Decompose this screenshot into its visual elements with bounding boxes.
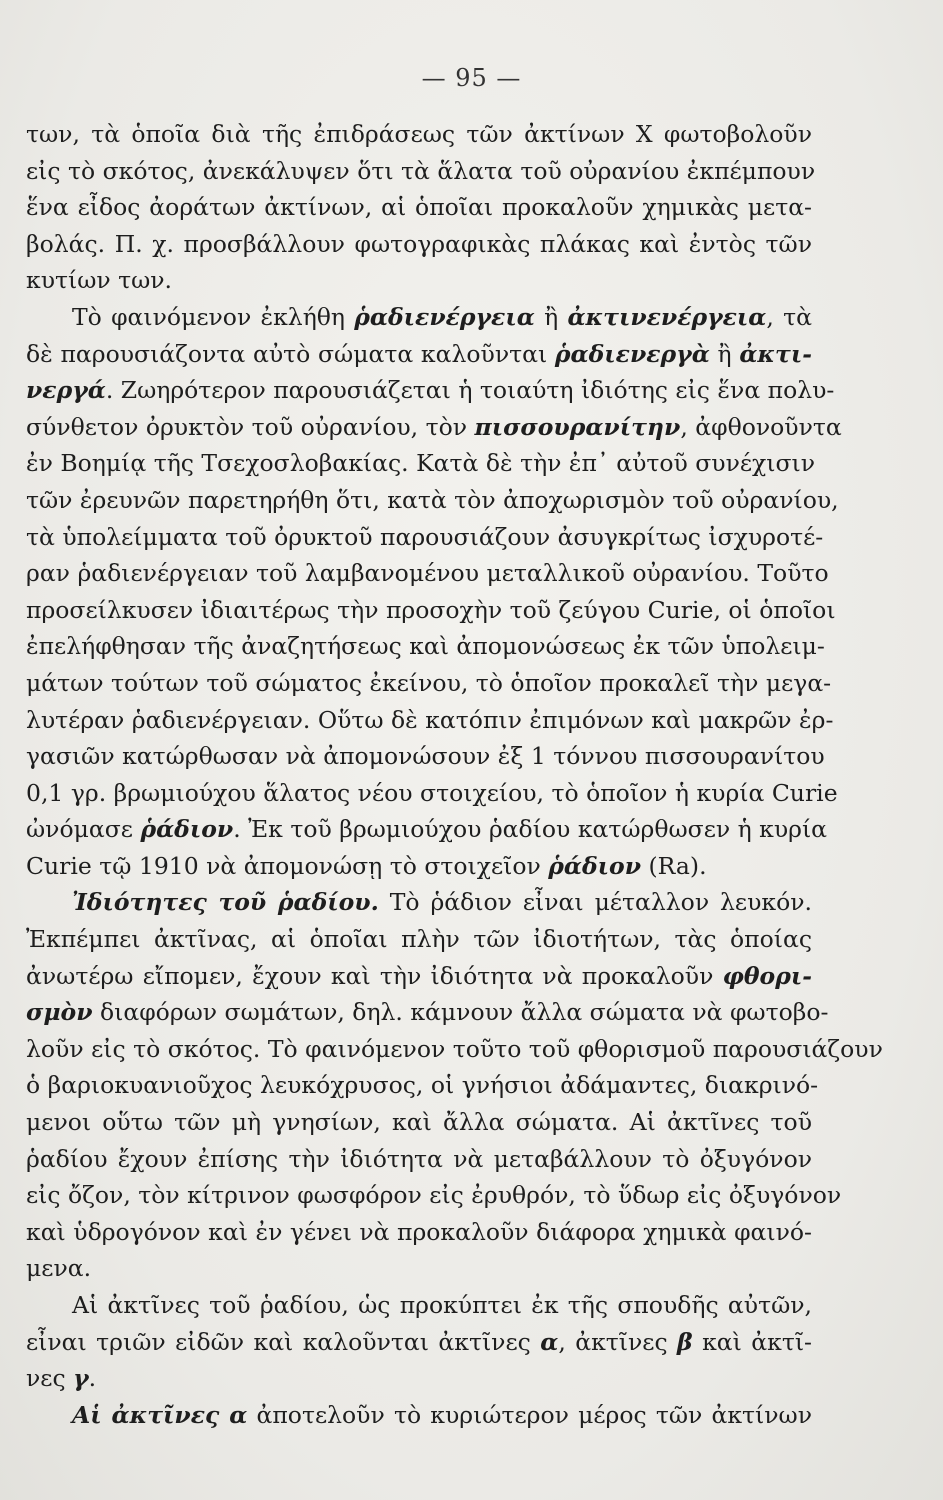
text-segment: . (88, 1364, 97, 1393)
text-segment: ὁ βαριοκυανιοῦχος λευκόχρυσος, οἱ γνήσιοι ἀδάμαντες, διακρινό- (26, 1071, 819, 1100)
text-segment: Αἱ ἀκτῖνες τοῦ ῥαδίου, ὡς προκύπτει ἐκ τῆς σπουδῆς αὐτῶν, (72, 1291, 812, 1319)
text-line (26, 226, 812, 263)
text-segment: εἰς ὄζον, τὸν κίτρινον φωσφόρον εἰς ἐρυθρόν, τὸ ὕδωρ εἰς ὀξυγόνον (26, 1181, 842, 1210)
text-line (26, 738, 825, 775)
text-segment: λυτέραν ῥαδιενέργειαν. Οὕτω δὲ κατόπιν ἐπιμόνων καὶ μακρῶν ἐρ- (26, 705, 834, 734)
text-segment: καὶ ἀκτῖ- (692, 1327, 812, 1356)
text-segment: προσείλκυσεν ἰδιαιτέρως τὴν προσοχὴν τοῦ ζεύγου Curie, οἱ ὁποῖοι (26, 595, 836, 624)
emphasized-term: ἀκτινενέργεια (567, 302, 767, 331)
text-segment: τὰ ὑπολείμματα τοῦ ὀρυκτοῦ παρουσιάζουν ἀσυγκρίτως ἰσχυροτέ- (26, 522, 824, 551)
text-line (26, 336, 812, 373)
text-segment: Curie τῷ 1910 νὰ ἀπομονώσῃ τὸ στοιχεῖον (26, 851, 549, 880)
text-line (26, 1397, 812, 1434)
text-segment: ἀνωτέρω εἴπομεν, ἔχουν καὶ τὴν ἰδιότητα νὰ προκαλοῦν (26, 961, 723, 990)
text-line (26, 1177, 842, 1214)
text-segment: , ἀφθονοῦντα (680, 412, 842, 441)
text-segment: μενα. (26, 1254, 92, 1283)
text-segment: εἰς τὸ σκότος, ἀνεκάλυψεν ὅτι τὰ ἅλατα τοῦ οὐρανίου ἐκπέμπουν (26, 156, 816, 185)
emphasized-term: ἀκτι- (739, 339, 812, 368)
emphasized-term: ῥάδιον (140, 815, 234, 844)
text-segment: . Ἐκ τοῦ βρωμιούχου ῥαδίου κατώρθωσεν ἡ κυρία (233, 815, 828, 844)
text-segment: , τὰ (766, 302, 813, 331)
text-segment: ὠνόμασε (26, 815, 141, 844)
text-segment: ἕνα εἶδος ἀοράτων ἀκτίνων, αἱ ὁποῖαι προκαλοῦν χημικὰς μετα- (26, 193, 812, 222)
text-segment: μενοι οὕτω τῶν μὴ γνησίων, καὶ ἄλλα σώματα. Αἱ ἀκτῖνες τοῦ (26, 1108, 812, 1137)
emphasized-term: νεργά (26, 376, 106, 405)
text-line (26, 1360, 812, 1397)
text-line (26, 958, 812, 995)
text-segment: . Ζωηρότερον παρουσιάζεται ἡ τοιαύτη ἰδιότης εἰς ἕνα πολυ- (105, 376, 835, 405)
text-segment: ῥαδίου ἔχουν ἐπίσης τὴν ἰδιότητα νὰ μεταβάλλουν τὸ ὀξυγόνον (26, 1144, 812, 1173)
emphasized-term: α (540, 1327, 559, 1356)
text-line (26, 1250, 812, 1287)
text-line (26, 702, 834, 739)
text-line (26, 1214, 812, 1251)
text-line (26, 116, 812, 153)
text-line (26, 445, 816, 482)
emphasized-term: ῥάδιον (548, 851, 642, 880)
text-segment: ἢ (534, 302, 568, 331)
text-segment: καὶ ὑδρογόνον καὶ ἐν γένει νὰ προκαλοῦν διάφορα χημικὰ φαινό- (26, 1217, 812, 1246)
text-line (26, 189, 812, 226)
text-segment: βολάς. Π. χ. προσβάλλουν φωτογραφικὰς πλάκας καὶ ἐντὸς τῶν (26, 229, 812, 258)
text-segment: Τὸ φαινόμενον ἐκλήθη (72, 302, 355, 331)
text-segment: ἐν Βοημίᾳ τῆς Τσεχοσλοβακίας. Κατὰ δὲ τὴν ἐπ᾽ αὐτοῦ συνέχισιν (26, 449, 816, 478)
text-line (26, 811, 828, 848)
text-segment: δὲ παρουσιάζοντα αὐτὸ σώματα καλοῦνται (26, 339, 555, 368)
text-line (26, 555, 829, 592)
text-segment: (Ra). (641, 851, 707, 880)
emphasized-term: πισσουρανίτην (474, 412, 681, 441)
text-segment: σύνθετον ὀρυκτὸν τοῦ οὐρανίου, τὸν (26, 412, 475, 441)
text-segment: 0,1 γρ. βρωμιούχου ἅλατος νέου στοιχείου, τὸ ὁποῖον ἡ κυρία Curie (26, 778, 838, 807)
text-segment: ἐπελήφθησαν τῆς ἀναζητήσεως καὶ ἀπομονώσεως ἐκ τῶν ὑπολειμ- (26, 632, 825, 661)
text-line (26, 848, 812, 885)
text-line (26, 299, 812, 336)
body-text (26, 116, 883, 1433)
text-segment: των, τὰ ὁποῖα διὰ τῆς ἐπιδράσεως τῶν ἀκτίνων X φωτοβολοῦν (26, 120, 812, 148)
text-line (26, 592, 836, 629)
text-segment: Τὸ ῥάδιον εἶναι μέταλλον λευκόν. (378, 888, 812, 917)
emphasized-term: γ (73, 1364, 89, 1393)
text-line (26, 665, 832, 702)
text-line (26, 1031, 883, 1068)
emphasized-term: Αἱ ἀκτῖνες α (72, 1400, 248, 1429)
text-line (26, 372, 835, 409)
page-number: — 95 — (421, 64, 522, 92)
text-line (26, 628, 825, 665)
text-line (26, 519, 824, 556)
emphasized-term: ῥαδιενέργεια (354, 302, 535, 331)
emphasized-term: β (677, 1327, 693, 1356)
text-segment: εἶναι τριῶν εἰδῶν καὶ καλοῦνται ἀκτῖνες (26, 1327, 541, 1356)
text-line (26, 884, 812, 921)
text-segment: γασιῶν κατώρθωσαν νὰ ἀπομονώσουν ἐξ 1 τόννου πισσουρανίτου (26, 742, 825, 771)
emphasized-term: ῥαδιενεργὰ (554, 339, 710, 368)
text-line (26, 1324, 812, 1361)
text-segment: διαφόρων σωμάτων, δηλ. κάμνουν ἄλλα σώματα νὰ φωτοβο- (92, 998, 829, 1027)
text-segment: ραν ῥαδιενέργειαν τοῦ λαμβανομένου μεταλλικοῦ οὐρανίου. Τοῦτο (26, 559, 829, 588)
text-line (26, 482, 839, 519)
text-segment: νες (26, 1364, 74, 1393)
text-segment: κυτίων των. (26, 266, 173, 295)
text-line (26, 153, 816, 190)
text-line (26, 994, 829, 1031)
text-segment: τῶν ἐρευνῶν παρετηρήθη ὅτι, κατὰ τὸν ἀποχωρισμὸν τοῦ οὐρανίου, (26, 485, 839, 514)
text-segment: ἀποτελοῦν τὸ κυριώτερον μέρος τῶν ἀκτίνων (247, 1400, 812, 1429)
emphasized-term: Ἰδιότητες τοῦ ῥαδίου. (72, 888, 379, 917)
text-segment: λοῦν εἰς τὸ σκότος. Τὸ φαινόμενον τοῦτο τοῦ φθορισμοῦ παρουσιάζουν (26, 1034, 883, 1063)
text-line (26, 1287, 812, 1324)
text-segment: , ἀκτῖνες (558, 1327, 678, 1356)
text-segment: Ἐκπέμπει ἀκτῖνας, αἱ ὁποῖαι πλὴν τῶν ἰδιοτήτων, τὰς ὁποίας (26, 925, 812, 954)
text-line (26, 1067, 819, 1104)
text-line (26, 775, 838, 812)
text-segment: μάτων τούτων τοῦ σώματος ἐκείνου, τὸ ὁποῖον προκαλεῖ τὴν μεγα- (26, 668, 832, 697)
text-line (26, 921, 812, 958)
text-line (26, 1104, 812, 1141)
text-line (26, 262, 812, 299)
text-segment: ἢ (709, 339, 740, 368)
emphasized-term: σμὸν (26, 998, 93, 1027)
text-line (26, 1141, 812, 1178)
emphasized-term: φθορι- (722, 961, 812, 990)
text-line (26, 409, 842, 446)
